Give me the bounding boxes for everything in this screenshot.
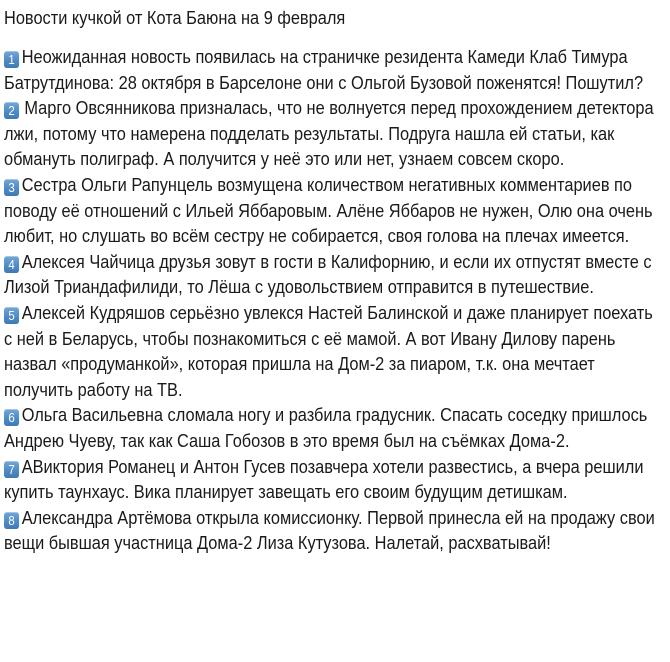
news-item-text: Марго Овсянникова призналась, что не волнуется перед прохождением детектора лжи, потому что намерена подделать результаты. Подруга нашла ей статьи, как обмануть полиграф. А получится у неё это или нет, узнаем совсем скоро.: [4, 97, 654, 170]
news-item-text: Неожиданная новость появилась на страничке резидента Камеди Клаб Тимура Батрутдинова: 28 октября в Барселоне они с Ольгой Бузовой поженятся! Пошутил?: [4, 46, 644, 93]
news-item-text: Александра Артёмова открыла комиссионку. Первой принесла ей на продажу свои вещи бывшая участница Дома-2 Лиза Кутузова. Налетай, расхватывай!: [4, 506, 655, 554]
news-item-5: [4, 300, 659, 402]
keycap-3-icon: 3: [4, 179, 19, 196]
news-item-text: Ольга Васильевна сломала ногу и разбила градусник. Спасать соседку пришлось Андрею Чуеву, так как Саша Гобозов в это время был на съёмках Дома-2.: [4, 404, 648, 451]
keycap-7-icon: 7: [4, 461, 19, 478]
keycap-4-icon: 4: [4, 256, 19, 273]
keycap-5-icon: 5: [4, 307, 19, 324]
news-item-text: Сестра Ольги Рапунцель возмущена количеством негативных комментариев по поводу её отношений с Ильей Яббаровым. Алёне Яббаров не нужен, Олю она очень любит, но слушать во всём сестру не собирается, своя голова на плечах имеется.: [4, 173, 653, 247]
news-item-3: [4, 172, 659, 249]
news-item-text: Алексея Чайчица друзья зовут в гости в Калифорнию, и если их отпустят вместе с Лизой Триандафилиди, то Лёша с удовольствием отправится в путешествие.: [4, 250, 652, 298]
keycap-8-icon: 8: [4, 512, 19, 529]
keycap-6-icon: 6: [4, 409, 19, 426]
news-item-text: Алексей Кудряшов серьёзно увлекся Настей Балинской и даже планирует поехать с ней в Беларусь, чтобы познакомиться с её мамой. А вот Ивану Дилову парень назвал «продуманкой», которая пришла на Дом-2 за пиаром, т.к. она мечтает получить работу на ТВ.: [4, 301, 653, 400]
post-title: Новости кучкой от Кота Баюна на 9 февраля: [4, 7, 346, 28]
news-item-text: АВиктория Романец и Антон Гусев позавчера хотели развестись, а вчера решили купить таунхаус. Вика планирует завещать его своим будущим детишкам.: [4, 455, 644, 503]
news-item-4: [4, 249, 659, 300]
keycap-2-icon: 2: [4, 102, 19, 119]
news-item-6: [4, 402, 659, 453]
news-post: [4, 0, 659, 556]
keycap-1-icon: 1: [4, 51, 19, 68]
news-item-2: [4, 95, 659, 172]
news-item-1: [4, 44, 659, 95]
news-item-7: [4, 454, 659, 505]
news-list: [4, 44, 659, 556]
news-item-8: [4, 505, 659, 556]
